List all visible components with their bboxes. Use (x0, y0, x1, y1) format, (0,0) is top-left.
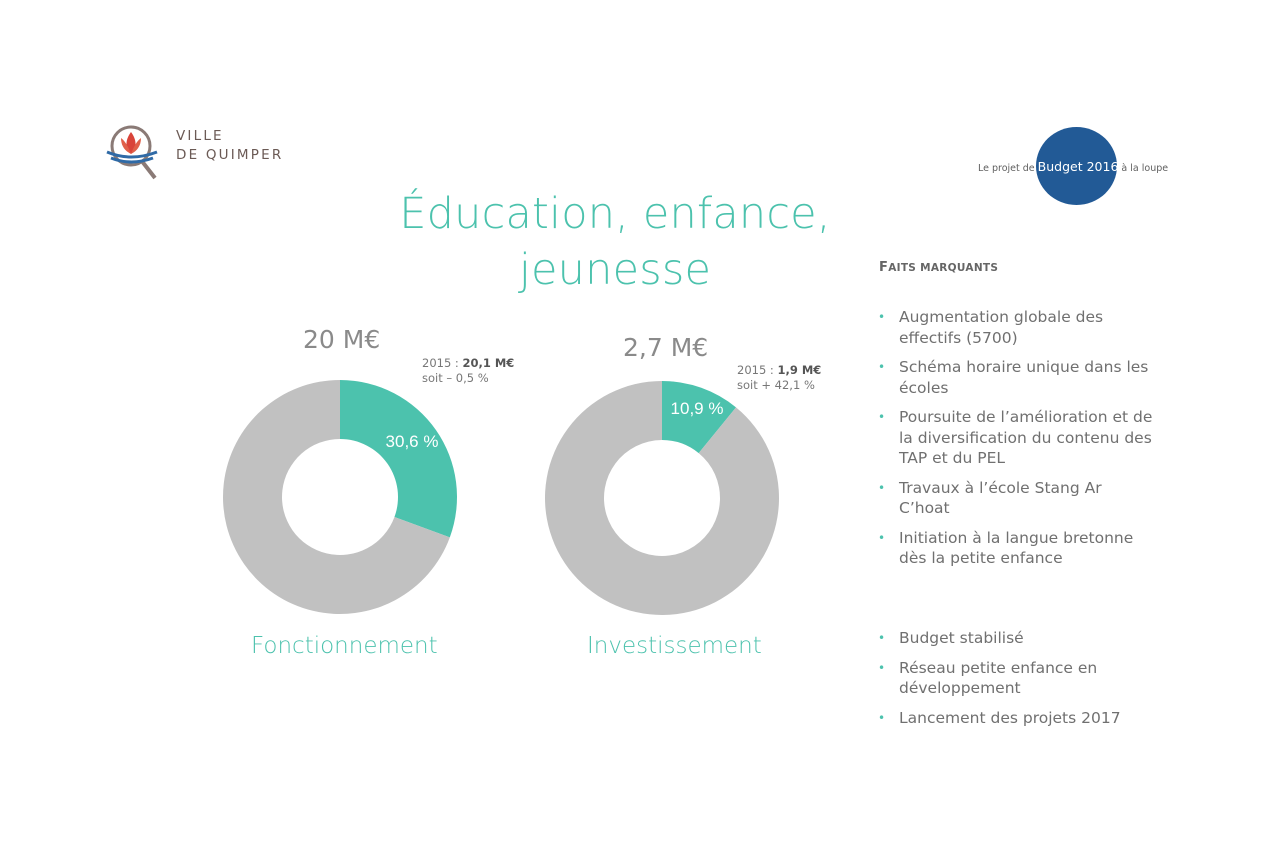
city-logo (103, 118, 303, 182)
donut-data-label: 10,9 % (670, 399, 724, 418)
logo-line-quimper: DE QUIMPER (176, 147, 284, 163)
fact-item: • Poursuite de l’amélioration et de la diversification du contenu des TAP et du PEL (878, 408, 1153, 467)
bullet-icon: • (878, 710, 886, 725)
donut-data-label: 30,6 % (385, 432, 439, 451)
budget-badge-emphasis: Budget 2016 (1037, 159, 1119, 174)
fonctionnement-note-value: 20,1 M€ (462, 356, 515, 370)
investissement-caption: Investissement (587, 633, 762, 659)
investissement-note-year: 2015 : (737, 363, 778, 377)
budget-badge (978, 160, 1168, 176)
fact-item: • Initiation à la langue bretonne dès la petite enfance (878, 528, 1134, 567)
bullet-icon: • (878, 310, 886, 324)
page-title-line2: jeunesse (518, 245, 712, 295)
budget-badge-suffix: à la loupe (1118, 163, 1169, 174)
fonctionnement-note-year: 2015 : (422, 356, 463, 370)
fonctionnement-note-change: soit – 0,5 % (422, 371, 489, 385)
fonctionnement-amount: 20 M€ (303, 325, 381, 354)
facts-heading-rest: AITS MARQUANTS (888, 262, 999, 274)
fact-item: • Travaux à l’école Stang Ar C’hoat (878, 478, 1102, 517)
bullet-icon: • (878, 360, 886, 374)
bullet-icon: • (878, 631, 886, 645)
page-title (300, 186, 930, 298)
investissement-amount: 2,7 M€ (623, 333, 709, 362)
facts-heading (879, 260, 998, 275)
fact-item: • Budget stabilisé (878, 629, 1024, 647)
fact-item: • Augmentation globale des effectifs (5700) (878, 308, 1104, 347)
investissement-note-value: 1,9 M€ (777, 363, 822, 377)
logo-line-ville: VILLE (176, 128, 224, 144)
bullet-icon: • (878, 410, 886, 424)
fonctionnement-donut-chart (220, 377, 460, 617)
donut-slice-education (340, 380, 457, 537)
facts-list-primary (876, 307, 1156, 578)
fact-item: • Lancement des projets 2017 (878, 708, 1121, 727)
investissement-note-change: soit + 42,1 % (737, 378, 815, 392)
fonctionnement-caption: Fonctionnement (251, 633, 438, 659)
bullet-icon: • (878, 530, 886, 545)
fact-item: • Réseau petite enfance en développement (878, 658, 1098, 697)
facts-heading-initial: F (879, 260, 889, 275)
page-title-line1: Éducation, enfance, (399, 189, 831, 239)
investissement-donut-chart (542, 378, 782, 618)
quimper-emblem-icon (103, 118, 167, 182)
bullet-icon: • (878, 660, 886, 675)
donut-slice-other (545, 381, 779, 615)
budget-badge-prefix: Le projet de (978, 163, 1038, 174)
facts-list-secondary (876, 628, 1156, 737)
bullet-icon: • (878, 480, 886, 495)
fact-item: • Schéma horaire unique dans les écoles (878, 358, 1149, 397)
